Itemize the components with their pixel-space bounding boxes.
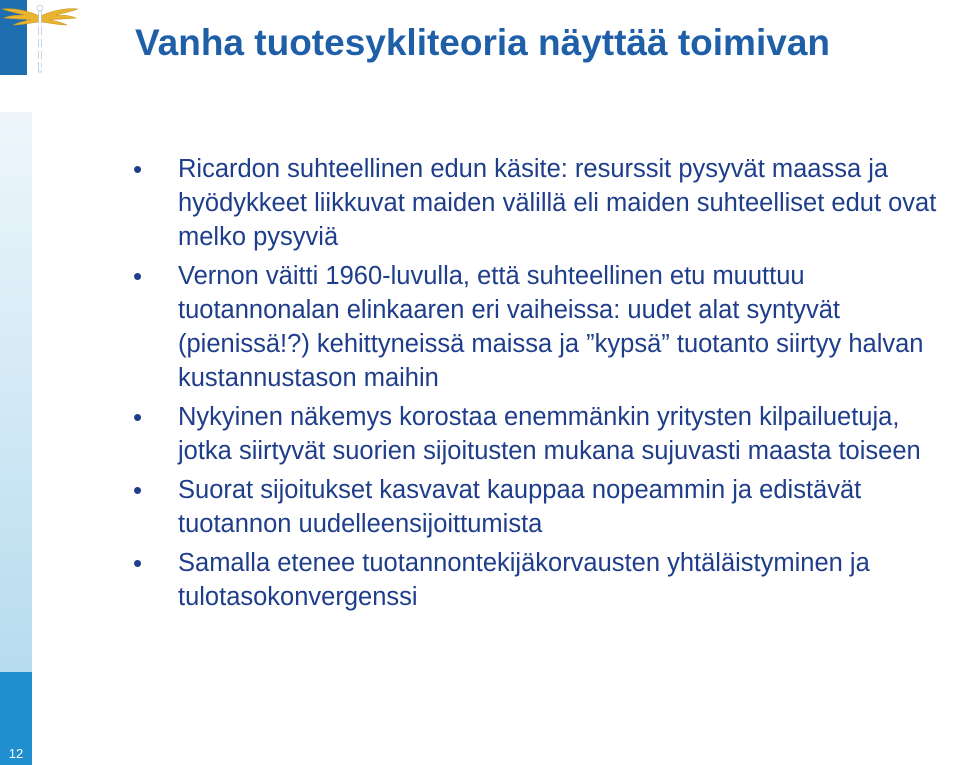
caduceus-logo: [0, 0, 80, 75]
bullet-item: • Vernon väitti 1960-luvulla, että suhteellinen etu muuttuu tuotannonalan elinkaaren eri vaiheissa: uudet alat syntyvät (pienissä!?) kehittyneissä maissa ja ”kypsä” tuotanto siirtyy halvan kustannustason maihin: [178, 259, 953, 395]
bullet-item: • Nykyinen näkemys korostaa enemmänkin yritysten kilpailuetuja, jotka siirtyvät suorien sijoitusten mukana sujuvasti maasta toiseen: [178, 400, 953, 468]
side-gradient-bar: [0, 112, 32, 672]
slide-title: Vanha tuotesykliteoria näyttää toimivan: [135, 22, 830, 63]
bullet-item: • Suorat sijoitukset kasvavat kauppaa nopeammin ja edistävät tuotannon uudelleensijoittumista: [178, 473, 953, 541]
bullet-item: • Ricardon suhteellinen edun käsite: resurssit pysyvät maassa ja hyödykkeet liikkuvat maiden välillä eli maiden suhteelliset edut ovat melko pysyviä: [178, 152, 953, 254]
bullet-item: • Samalla etenee tuotannontekijäkorvausten yhtäläistyminen ja tulotasokonvergenssi: [178, 546, 953, 614]
page-number: 12: [8, 746, 24, 761]
bullet-list: [178, 152, 953, 619]
page-number-box: [0, 672, 32, 765]
